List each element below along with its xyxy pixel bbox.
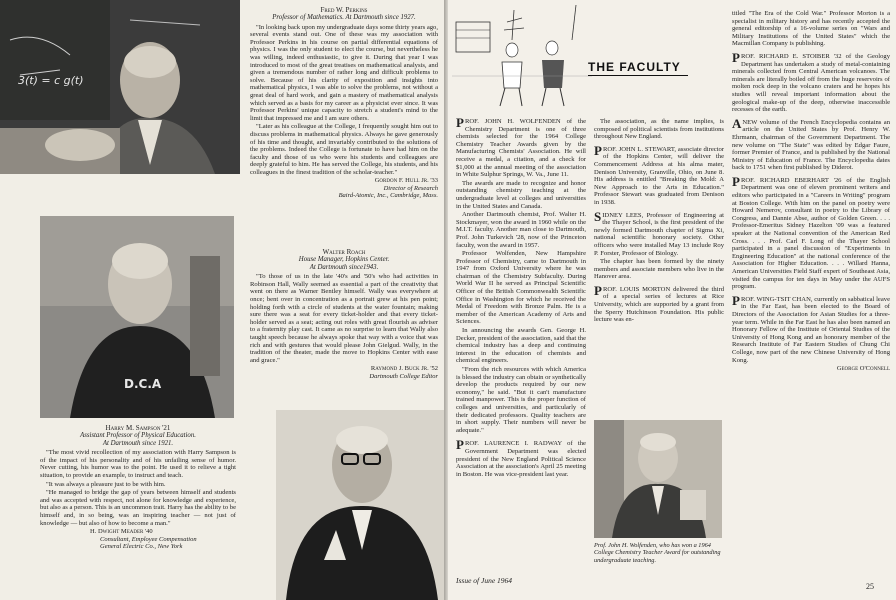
section-header: THE FACULTY	[588, 60, 681, 74]
perkins-quote-1: "In looking back upon my undergraduate days some thirty years ago, several events stand out. One of these was my association with Professor Perkins in his course on partial differential equations of physics. I was the only student to elect the course, but nevertheless he was willing, indeed enthusiastic, to give it. During that year I was introduced to most of the great treatises on mathematical analysis, and given a tremendous number of rather long and difficult problems to solve. Because of his clarity of exposition and insights into mathematical physics, I was able to solve the problems, not without a great deal of hard work, and gain a mastery of mathematical analysis which served as a basis for my career as a physicist ever since. It was Professor Perkins' unique capacity to stretch a student's mind to the limit that impressed me and I am sure others.	[250, 23, 438, 122]
col2-para-3	[594, 208, 724, 258]
col1-para-6: "From the rich resources with which America is blessed the industry can obtain or synthetically develop the products required by our new economy," he said. "But it can't manufacture trained manpower. This is the proper function of colleges and universities, and particularly of their dedicated professors. Quality teachers are in short supply. Their numbers will never be adequate."	[456, 366, 586, 434]
sampson-sig-org: General Electric Co., New York	[100, 542, 183, 550]
roach-role-2: At Dartmouth since1943.	[309, 263, 379, 271]
radway-text: ROF. LAURENCE I. RADWAY of the Government Department was elected president of the New England Political Science Association at the association's April 25 meeting in Boston. He was vice-president last year.	[456, 440, 586, 478]
buck-photo-illustration	[276, 410, 444, 600]
col3-signature: George O'Connell	[836, 365, 890, 373]
sampson-section	[40, 424, 236, 550]
col2-para-3-text: IDNEY LEES, Professor of Engineering at the Thayer School, is the first president of the newly formed Dartmouth chapter of Sigma Xi, national scientific honorary society. Other officers who were installed May 13 include Roy P. Forster, Professor of Biology.	[594, 211, 724, 257]
roach-role-1: House Manager, Hopkins Center.	[298, 256, 390, 263]
perkins-quote-2: "Later as his colleague at the College, I frequently sought him out to discuss problems in mathematical physics. Always he gave generously of his time and thought, and invariably contributed to the solutions of the problems. Indeed the College is fortunate to have had him on the faculty and those of us who were his students and colleagues are deeply grateful to him. He has served the College, his students, and his colleagues in the finest tradition of the scholar-teacher."	[250, 123, 438, 176]
dropcap-p-2: P	[594, 142, 602, 158]
dropcap-p-5: P	[732, 173, 740, 189]
col1-para-2: The awards are made to recognize and honor outstanding chemistry teaching at the undergraduate level at colleges and universities in the United States and Canada.	[456, 179, 586, 210]
faculty-illustration	[452, 0, 592, 110]
sampson-role-1: Assistant Professor of Physical Education.	[80, 432, 196, 439]
col1-para-5: In announcing the awards Gen. George H. Decker, president of the association, said that the chemical industry has a deep and continuing interest in the education of chemists and chemical engineers.	[456, 327, 586, 365]
perkins-photo-illustration	[0, 0, 240, 174]
right-column-1	[456, 115, 586, 479]
sampson-sig-name: H. Dwight Meader '40	[90, 528, 153, 536]
issue-footer: Issue of June 1964	[456, 576, 513, 585]
roach-sig-name: Raymond J. Buck Jr. '52	[370, 365, 438, 373]
wolfenden-photo	[594, 420, 722, 538]
col2-para-2-text: ROF. JOHN L. STEWART, associate director of the Hopkins Center, will deliver the Commencement Address at his alma mater, Denison University, Granville, Ohio, on June 8. His address is entitled "Breaking the Mold: A New Approach to the Arts in Education." Professor Stewart was graduated from Denison in 1938.	[594, 145, 724, 206]
sampson-quote-3: "He managed to bridge the gap of years between himself and students and was accepted with respect, not alone for knowledge and experience, but also as a person. This is an uncommon trait. Harry has the ability to be himself and, in so being, was an inspiring teacher — not just of knowledge — but also of how to become a man."	[40, 489, 237, 527]
dropcap-p-4: P	[732, 49, 740, 65]
col3-para-1: titled "The Era of the Cold War." Professor Morton is a specialist in military history and has recently accepted the general editorship of a 16-volume series on "Wars and Military Institutions of the United States" which the Macmillan Company is publishing.	[732, 10, 890, 48]
section-header-rule	[588, 75, 688, 76]
left-page	[0, 0, 444, 600]
perkins-sig-name: Gordon F. Hull Jr. '33	[374, 177, 438, 185]
col1-para-1-text: ROF. JOHN H. WOLFENDEN of the Chemistry Department is one of three chemists selected for the 1964 College Chemistry Teacher Awards given by the Manufacturing Chemists' Association. He will receive a medal, a citation, and a check for $1,000 at the annual meeting of the association in White Sulphur Springs, W. Va., June 11.	[456, 118, 586, 179]
col2-para-1: The association, as the name implies, is composed of political scientists from institutions throughout New England.	[594, 118, 724, 141]
perkins-photo	[0, 0, 240, 174]
svg-text:D.C.A: D.C.A	[124, 377, 162, 391]
sampson-role-2: At Dartmouth since 1921.	[102, 439, 174, 447]
perkins-role: Professor of Mathematics. At Dartmouth since 1927.	[272, 14, 416, 21]
right-column-3	[732, 10, 890, 373]
col2-para-5-text: ROF. LOUIS MORTON delivered the third of a special series of lectures at Rice University, which are supported by a grant from the Sperry Hutchinson Foundation. His public lecture was en-	[594, 285, 724, 324]
perkins-section	[250, 6, 438, 200]
radway-para	[456, 437, 586, 478]
campus-sketch	[452, 0, 592, 110]
right-column-2	[594, 118, 724, 325]
roach-sig-title: Dartmouth College Editor	[369, 372, 438, 380]
col3-para-4	[732, 173, 890, 291]
perkins-sig-org: Baird-Atomic, Inc., Cambridge, Mass.	[338, 192, 438, 200]
col3-para-2	[732, 49, 890, 114]
roach-section	[250, 248, 438, 380]
col2-para-5	[594, 282, 724, 324]
roach-name: Walter Roach	[322, 248, 366, 256]
dropcap-a: A	[732, 115, 742, 131]
dropcap-s: S	[594, 208, 602, 224]
col3-para-2-text: ROF. RICHARD E. STOIBER '32 of the Geology Department has undertaken a study of metal-containing minerals collected from Central American volcanoes. The minerals are literally boiled off from the huge reservoirs of molten rock deep in the volcano craters and he hopes his studies will reveal important information about the geological make-up of the deep, otherwise inaccessible recesses of the earth.	[732, 52, 890, 114]
roach-quote: "To those of us in the late '40's and '50's who had activities in Robinson Hall, Wally seemed as essential a part of the creativity that went on there as Warner Bentley himself. Wally was everywhere at once; bent over in concentration as a portrait grew at his pen point; holding forth with a circle of students at the water fountain; making sure there was a seat for every ticket-holder and that every ticket-holder served as a seat; acting out roles with great flourish as adviser to a fraternity play cast. It came as no surprise to learn that Wally also taught speech because he always spoke that way with a voice that was rich and with gestures that would please John Gielgud. Wally, in the tradition of the theater, made the move to Hopkins Center with ease and grace."	[250, 273, 438, 364]
sampson-photo	[40, 216, 234, 418]
col3-para-4-text: ROF. RICHARD EBERHART '26 of the English Department was one of eleven prominent writers and editors who participated in a "Careers in Writing" program at Boston College. With him on the panel on poetry were Howard Nemerov, consultant in poetry to the Library of Congress, and Dannie Abse, author of Golden Green. . . . Professor-Emeritus Sidney Hazelton '09 was a featured speaker at the National convention of the American Red Cross. . . . Prof. Carl F. Long of the Thayer School participated in a panel discussion of "Experiments in Engineering Education" at the national conference of the Association for Higher Education. . . . Willard Hanna, American Universities Field Staff expert of Southeast Asia, visited the campus for ten days in May under the AUFS program.	[732, 176, 890, 291]
sampson-quote-1: "The most vivid recollection of my association with Harry Sampson is of the impact of his personality and of his unfailing sense of humor. Never cutting, his humor was to the point. He used it to relieve a tight situation, to provide an example, to instruct and teach.	[40, 449, 236, 479]
wolfenden-caption: Prof. John H. Wolfenden, who has won a 1964 College Chemistry Teacher Award for outstanding undergraduate teaching.	[594, 542, 721, 564]
page-number: 25	[866, 582, 874, 591]
col1-para-3: Another Dartmouth chemist, Prof. Walter H. Stockmayer, won the award in 1960 while on the M.I.T. faculty. Another man close to Dartmouth, Prof. John Turkevich '28, now of the Princeton faculty, won the award in 1957.	[456, 211, 586, 249]
sampson-name: Harry M. Sampson '21	[105, 424, 171, 432]
wolfenden-photo-illustration	[594, 420, 722, 538]
buck-photo	[276, 410, 444, 600]
col1-para-1	[456, 115, 586, 179]
sampson-quote-2: "It was always a pleasure just to be with him.	[46, 480, 166, 488]
col2-para-2	[594, 142, 724, 207]
col3-para-5-text: ROF. WING-TSIT CHAN, currently on sabbatical leave in the Far East, has been elected to the Board of Directors of the Association for Asian Studies for a three-year term. While in the Far East he has also been named an Honorary Fellow of the Institute of Oriental Studies of the University of Hong Kong and an honorary member of the Research Institute of Far Eastern Studies of Chung Chi College, now part of the new Chinese University of Hong Kong.	[732, 295, 890, 364]
col3-para-3	[732, 115, 890, 172]
col2-para-4: The chapter has been formed by the ninety members and associate members who live in the Hanover area.	[594, 258, 724, 281]
col3-para-5	[732, 292, 890, 364]
blackboard-text: 3(t) = c g(t)	[18, 74, 84, 87]
sampson-photo-illustration	[40, 216, 234, 418]
perkins-sig-title: Director of Research	[383, 184, 438, 192]
sampson-sig-title: Consultant, Employee Compensation	[100, 535, 197, 543]
dropcap-p-radway: P	[456, 437, 464, 453]
dropcap-p-1: P	[456, 115, 464, 130]
dropcap-p-3: P	[594, 282, 602, 298]
col3-para-3-text: NEW volume of the French Encyclopedia contains an article on the United States by Prof. Henry W. Ehrmann, chairman of the Government Department. The new volume on "The State" was edited by Edgar Faure, former Premier of France, and is published by the National Ministry of Education of France. The Encyclopedia dates back to 1751 when first published by Diderot.	[732, 118, 890, 172]
dropcap-p-6: P	[732, 292, 740, 308]
perkins-name: Fred W. Perkins	[320, 6, 368, 14]
col1-para-4: Professor Wolfenden, New Hampshire Professor of Chemistry, came to Dartmouth in 1947 from Oxford University where he was chairman of the Chemistry Subfaculty. During World War II he served as Principal Scientific Officer of the British Commonwealth Scientific Office in Washington for which he received the Medal of Freedom with Bronze Palm. He is a member of the American Academy of Arts and Sciences.	[456, 250, 586, 326]
